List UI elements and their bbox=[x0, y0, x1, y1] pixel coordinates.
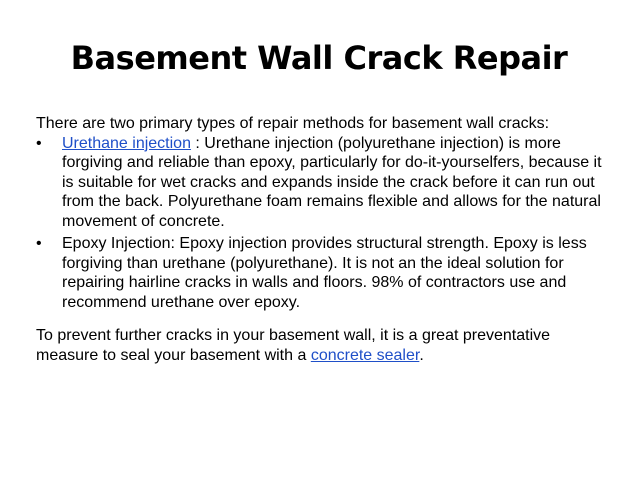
urethane-injection-link[interactable]: Urethane injection bbox=[62, 134, 191, 152]
intro-text: There are two primary types of repair methods for basement wall cracks: bbox=[36, 115, 550, 132]
bullet-icon: • bbox=[36, 134, 42, 152]
urethane-description: : Urethane injection (polyurethane injection) is more forgiving and reliable than epoxy, particularly for do-it-yourselfers, because it is suitable for wet cracks and expands inside the crack before it can run out from the back. Polyurethane foam remains flexible and allows for the natural movement of concrete. bbox=[62, 134, 602, 230]
slide-title: Basement Wall Crack Repair bbox=[70, 39, 568, 77]
list-item-urethane bbox=[36, 134, 604, 232]
slide-body bbox=[36, 114, 604, 365]
concrete-sealer-link[interactable]: concrete sealer bbox=[310, 346, 420, 364]
epoxy-description: Epoxy Injection: Epoxy injection provides structural strength. Epoxy is less forgiving than urethane (polyurethane). It is not an the ideal solution for repairing hairline cracks in walls and floors. 98% of contractors use and recommend urethane over epoxy. bbox=[62, 235, 587, 311]
closing-text: To prevent further cracks in your basement wall, it is a great preventative measure to seal your basement with a bbox=[36, 327, 551, 364]
bullet-icon: • bbox=[36, 235, 42, 252]
repair-methods-list bbox=[36, 134, 604, 313]
list-item-epoxy bbox=[36, 234, 604, 312]
closing-period: . bbox=[419, 346, 424, 364]
closing-paragraph bbox=[36, 326, 604, 365]
